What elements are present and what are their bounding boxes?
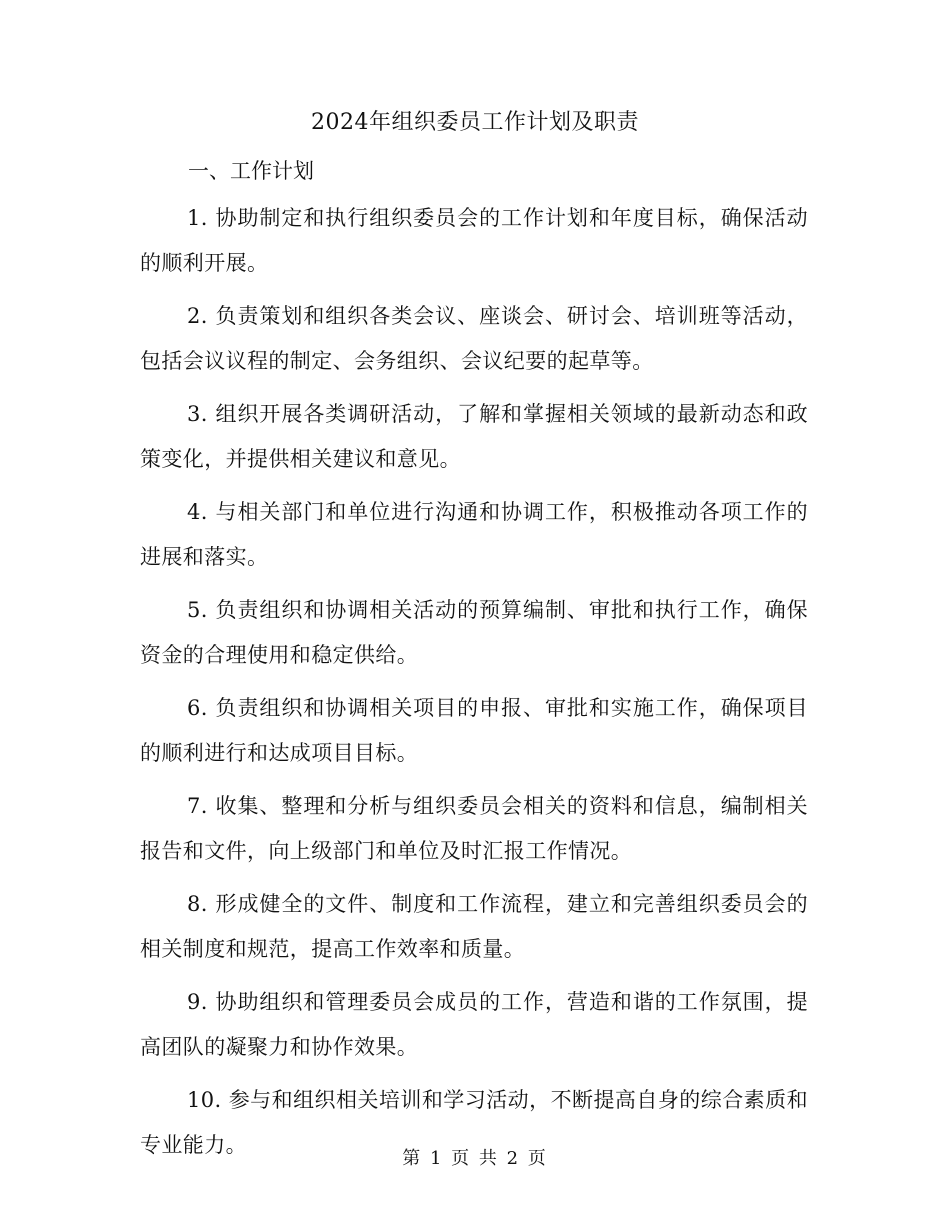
section-heading: 一、工作计划 (188, 159, 314, 183)
list-item: 7. 收集、整理和分析与组织委员会相关的资料和信息，编制相关报告和文件，向上级部门和单位及时汇报工作情况。 (140, 794, 808, 863)
list-item: 9. 协助组织和管理委员会成员的工作，营造和谐的工作氛围，提高团队的凝聚力和协作效果。 (140, 990, 808, 1059)
list-item: 1. 协助制定和执行组织委员会的工作计划和年度目标，确保活动的顺利开展。 (140, 206, 808, 275)
document-body (140, 196, 808, 1176)
list-item: 10. 参与和组织相关培训和学习活动，不断提高自身的综合素质和专业能力。 (140, 1088, 808, 1157)
list-item: 3. 组织开展各类调研活动，了解和掌握相关领域的最新动态和政策变化，并提供相关建议和意见。 (140, 402, 808, 471)
list-item: 2. 负责策划和组织各类会议、座谈会、研讨会、培训班等活动，包括会议议程的制定、会务组织、会议纪要的起草等。 (140, 304, 808, 373)
document-title: 2024年组织委员工作计划及职责 (311, 110, 639, 135)
list-item: 5. 负责组织和协调相关活动的预算编制、审批和执行工作，确保资金的合理使用和稳定供给。 (140, 598, 808, 667)
list-item: 6. 负责组织和协调相关项目的申报、审批和实施工作，确保项目的顺利进行和达成项目目标。 (140, 696, 808, 765)
page-footer: 第 1 页 共 2 页 (402, 1148, 548, 1169)
list-item: 4. 与相关部门和单位进行沟通和协调工作，积极推动各项工作的进展和落实。 (140, 500, 808, 569)
list-item: 8. 形成健全的文件、制度和工作流程，建立和完善组织委员会的相关制度和规范，提高工作效率和质量。 (140, 892, 808, 961)
